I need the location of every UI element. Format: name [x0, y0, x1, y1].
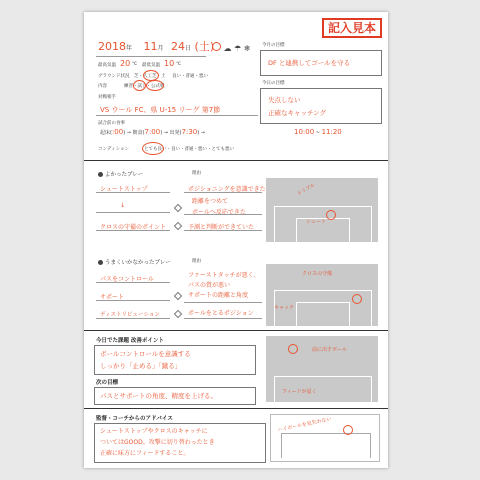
temp-low: 10: [164, 59, 175, 68]
sun-icon: [212, 42, 221, 51]
good-reason-2: 距離をつめて: [192, 198, 229, 205]
place-options: 練習・試合・公式戦: [124, 84, 165, 89]
play-sketch-4: [270, 414, 380, 462]
sketch-note-feed: フィードが届く: [282, 389, 317, 395]
rain-icon: ☂: [234, 44, 242, 53]
sketch-note-cross: クロスの守備: [302, 271, 333, 277]
next-text: パスとサポートの角度、精度を上げる。: [100, 392, 217, 400]
bad-bullet-icon: [98, 260, 103, 265]
opponent-text: VS ウール FC、県 U-15 リーグ 第7節: [100, 106, 221, 114]
sketch-note-catch: キャッチ: [274, 305, 295, 311]
schedule-row: 起床(:00) → 朝食(7:00) → 出発(7:30) →: [100, 128, 205, 136]
weather-icons: [212, 42, 251, 53]
quality-options: 良い・普通・悪い: [172, 74, 208, 79]
goal-line1: 失点しない: [268, 96, 301, 104]
date-weekday: 土: [198, 40, 210, 53]
tasks-title: 今日でた課題 改善ポイント: [96, 338, 164, 344]
condition-options: とても良い・良い・普通・悪い・とても悪い: [144, 147, 234, 152]
time-wake: :00: [111, 128, 124, 136]
goal-box: [260, 88, 382, 124]
arrow-diamond: [174, 204, 182, 212]
player-mark: [288, 344, 298, 354]
bad-title-text: うまくいかなかったプレー: [105, 260, 171, 266]
day-unit: 日: [185, 45, 192, 52]
sketch-note-forward: 前に出すボール: [312, 347, 347, 353]
arrow-diamond: [174, 310, 182, 318]
player-mark: [352, 294, 362, 304]
condition-label: コンディション: [98, 147, 130, 152]
date-row: 2018年 11月 24日 (土): [98, 40, 215, 53]
next-title: 次の目標: [96, 380, 119, 386]
ground-label: グラウンド状況: [98, 74, 130, 79]
schedule-label: 試合前の食事: [98, 121, 125, 126]
bad-reason-3: サポートの距離と角度: [188, 292, 249, 299]
cloud-icon: ☁: [223, 44, 232, 53]
sketch-note-shoot: シュート: [306, 219, 326, 225]
bad-play-1: パスをコントロール: [100, 276, 154, 283]
good-play-1: シュートストップ: [100, 186, 148, 193]
advice-line2: ついてはGOOD。攻撃に切り替わったとき: [100, 439, 215, 446]
good-play-2: ↓: [120, 202, 126, 209]
ball-mark: [343, 425, 353, 435]
sample-stamp: 記入見本: [322, 18, 382, 38]
time-breakfast: 7:00: [144, 128, 161, 136]
play-sketch-1: [266, 178, 378, 242]
good-reason-title: 理由: [192, 171, 201, 176]
date-year: 2018: [98, 40, 126, 53]
sketch-note-highball: ハイボールを見失わない: [277, 416, 333, 434]
place-selected-mark: [133, 80, 146, 91]
player-mark: [326, 210, 336, 220]
good-title-text: よかったプレー: [105, 172, 144, 178]
temp-high: 20: [120, 59, 131, 68]
goal-label: 今日の目標: [262, 81, 285, 86]
time-end: 11:20: [321, 128, 342, 136]
good-title: [98, 170, 143, 178]
bad-reason-title: 理由: [192, 259, 201, 264]
date-month: 11: [143, 40, 158, 53]
advice-title: 監督・コーチからのアドバイス: [96, 416, 173, 422]
bad-play-4: ディストリビューション: [100, 312, 160, 318]
temp-low-label: 最低気温: [142, 63, 160, 68]
arrow-diamond: [174, 292, 182, 300]
good-reason-3: ボールへ反応できた: [192, 209, 246, 216]
good-play-4: クロスの守備のポイント: [100, 224, 167, 231]
bad-title: [98, 258, 171, 266]
tasks-line2: しっかり「止める」「蹴る」: [100, 362, 182, 370]
month-unit: 月: [157, 45, 164, 52]
bad-reason-4: ボールをとるポジション: [188, 310, 254, 317]
good-reason-1: ポジショニングを意識できた: [188, 186, 266, 193]
pitch-box: [296, 302, 350, 327]
bad-reason-2: パスの質が悪い: [188, 282, 231, 289]
year-unit: 年: [126, 45, 133, 52]
opponent-label: 対戦相手: [98, 95, 116, 100]
temp-unit-low: ℃: [176, 62, 182, 67]
tasks-line1: ボールコントロールを意識する: [100, 350, 191, 358]
good-reason-4: 予測と判断ができていた: [188, 224, 255, 231]
advice-line1: シュートストップやクロスのキャッチに: [100, 428, 208, 435]
today-goal-text: DF と連携してゴールを守る: [268, 59, 351, 67]
arrow-diamond: [174, 222, 182, 230]
schedule-row-2: 10:00 ~ 11:20: [294, 128, 342, 136]
diary-sheet: [84, 12, 388, 468]
date-day: 24: [171, 40, 186, 53]
advice-line3: 正確に味方にフィードすること。: [100, 450, 190, 457]
place-label: 内容: [98, 84, 107, 89]
sketch-note-dribble: ドリブル: [296, 182, 317, 198]
time-depart: 7:30: [181, 128, 198, 136]
time-start: 10:00: [294, 128, 315, 136]
bad-play-2: サポート: [100, 294, 125, 301]
play-sketch-3: [266, 336, 378, 402]
snow-icon: ❄: [243, 44, 251, 53]
goal-frame: [281, 433, 371, 458]
good-bullet-icon: [98, 172, 103, 177]
bad-reason-1: ファーストタッチが悪く、: [188, 272, 260, 279]
temp-high-label: 最高気温: [98, 63, 116, 68]
place-selected-mark-2: [146, 80, 164, 91]
ground-options: 芝・人工芝・土: [134, 74, 166, 79]
today-goal-label: 今月の目標: [262, 43, 285, 48]
temp-unit-high: ℃: [132, 62, 138, 67]
play-sketch-2: [266, 264, 378, 326]
condition-selected-mark: [142, 142, 164, 155]
goal-line2: 正確なキャッチング: [268, 109, 327, 117]
